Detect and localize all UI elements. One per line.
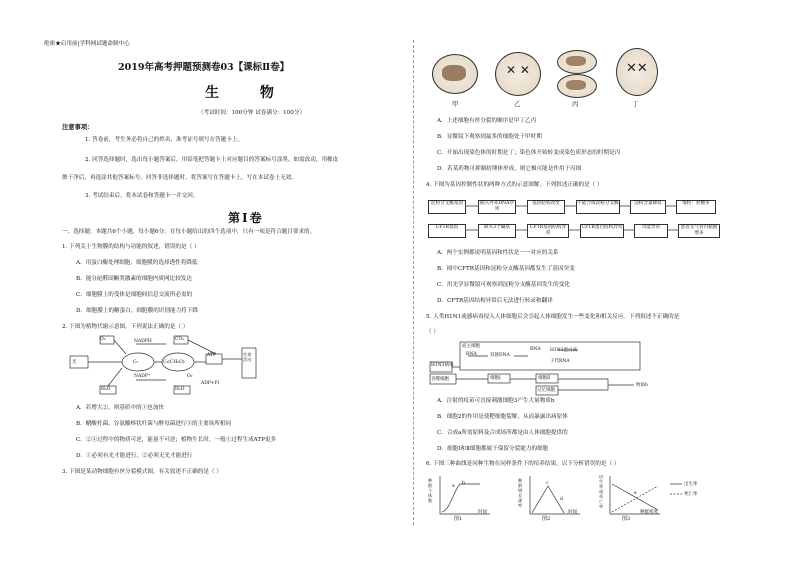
q2-label-nadp: NADP⁺ bbox=[134, 374, 151, 379]
secret-header: 绝密★启用前|学科网试题命制中心 bbox=[44, 41, 130, 47]
cell-label-jia: 甲 bbox=[452, 101, 459, 108]
q2-label-light: 光 bbox=[72, 360, 77, 365]
page-title: 2019年高考押题预测卷03【课标Ⅱ卷】 bbox=[118, 62, 290, 73]
q5-label-host: 宿主细胞 bbox=[462, 344, 480, 349]
q4-r2-box5: 功能异常 bbox=[634, 224, 668, 238]
fig2-ylabel: 种群增长速率 bbox=[518, 478, 523, 508]
fig1-mark-b: b bbox=[462, 481, 465, 486]
subject-title: 生 物 bbox=[205, 85, 292, 101]
fig2-caption: 图2 bbox=[542, 516, 551, 522]
q5-label-memory: 记忆细胞 bbox=[537, 388, 555, 393]
q3-option-d: D．若某药物可抑制纺锤体形成，则它极可能是作用于丙图 bbox=[437, 166, 582, 172]
q5-stem: 5. 人类H1N1流感病毒侵入人体细胞后会引起人体细胞发生一些变化和相关反应。下列叙述不正确的是 bbox=[426, 314, 680, 320]
q6-stem: 6. 下图三种曲线是同种生物在同样条件下的培养结果，以下分析错误的是（ ） bbox=[426, 461, 620, 467]
q4-r2-box2: 缺失3个碱基 bbox=[478, 224, 516, 238]
q4-stem: 4. 下图为基因控制性状的两种方式的示意图解，下列叙述正确的是（ ） bbox=[426, 182, 603, 188]
q3-option-a: A．上述细胞有丝分裂的顺序是甲丁乙丙 bbox=[437, 118, 537, 124]
cell-label-yi: 乙 bbox=[514, 101, 521, 108]
q4-r2-box6: 患者支气管内黏液增多 bbox=[678, 224, 720, 238]
fig1-ylabel: 种群个体数 bbox=[428, 478, 433, 503]
q3-option-c: C．开始出现染色体的时期是丁；染色体开始转变成染色质形态的时期是丙 bbox=[437, 150, 621, 156]
volume-heading: 第Ⅰ卷 bbox=[228, 211, 264, 225]
column-divider bbox=[413, 40, 414, 525]
section-1-heading: 一、选择题：本题共6个小题，每小题6分。在每小题给出的四个选项中，只有一项是符合题目要求的。 bbox=[62, 229, 316, 235]
fig3-legend-birth: 出生率 bbox=[684, 482, 698, 487]
fig3-caption: 图3 bbox=[622, 516, 631, 522]
q3-stem: 3. 下图是某动物细胞有丝分裂模式图，有关叙述不正确的是（ ） bbox=[62, 469, 222, 475]
q1-stem: 1. 下列关于生物膜的结构与功能的叙述，错误的是（ ） bbox=[62, 244, 200, 250]
q5-label-rna2: RNA bbox=[530, 347, 541, 352]
q4-r2-box3: CFTR基因结构异常 bbox=[527, 224, 569, 238]
q4-r1-box1: 淀粉分支酶基因 bbox=[428, 200, 466, 214]
fig2-mark-c: c bbox=[546, 481, 549, 486]
fig3-ylabel: 出生率或死亡率 bbox=[599, 474, 604, 509]
q5-bracket: （ ） bbox=[426, 329, 439, 335]
q1-option-d: D．细胞膜上的糖蛋白，细胞膜的识别能力将下降 bbox=[76, 308, 198, 314]
q4-option-b: B．图中CFTR基因和淀粉分支酶基因都发生了基因突变 bbox=[437, 266, 575, 272]
q2-label-co2: CO₂ bbox=[175, 337, 184, 342]
q2-label-c5: C₅ bbox=[133, 360, 139, 365]
note-3: 3. 考试结束后，将本试卷和答题卡一并交回。 bbox=[85, 193, 199, 199]
q2-label-nadph: NADPH bbox=[134, 339, 152, 344]
q1-option-a: A．用蛋白酶处理细胞，细胞膜的选择透性将降低 bbox=[76, 260, 198, 266]
q5-label-cell1: 细胞Ⅰ bbox=[490, 376, 501, 381]
q2-label-o2-right: O₂ bbox=[187, 374, 193, 379]
q5-option-d: D．细胞Ⅰ和Ⅱ细胞都属于保留分裂能力的细胞 bbox=[437, 446, 549, 452]
q2-option-d: D．①必须有光才能进行，②必须无光才能进行 bbox=[76, 453, 193, 459]
q4-r1-box4: 不能合成淀粉分支酶 bbox=[576, 200, 620, 214]
q5-label-phagocyte: 吞噬细胞 bbox=[431, 377, 449, 382]
exam-info: （考试时间：100分钟 试卷满分：100分） bbox=[198, 110, 306, 116]
q2-label-o2: O₂ bbox=[100, 337, 106, 342]
q4-option-a: A．两个实例都说明基因和性状是一一对应的关系 bbox=[437, 250, 559, 256]
q5-label-rna: RNA bbox=[466, 352, 477, 357]
q2-option-c: C．②④过程中的物质可逆，能量不可逆；植物生长时，一般①过程生成ATP更多 bbox=[76, 437, 277, 443]
q2-stem: 2. 下图为植物代谢示意图，下列说法正确的是（ ） bbox=[62, 324, 189, 330]
q5-label-dsdna: 双链DNA bbox=[490, 353, 510, 358]
q4-option-c: C．用光学显微镜可观察到淀粉分支酶基因发生的变化 bbox=[437, 282, 570, 288]
q4-option-d: D．CFTR基因结构异常后无法进行转录和翻译 bbox=[437, 298, 553, 304]
fig3-legend-death: 死亡率 bbox=[684, 492, 698, 497]
q4-r2-box4: CFTR蛋白结构异常 bbox=[580, 224, 624, 238]
cell-jia bbox=[432, 54, 478, 94]
cell-ding: ✕✕ bbox=[616, 48, 658, 96]
fig2-xlabel: 时间 bbox=[568, 510, 577, 515]
q5-option-b: B．细胞2的作用是使靶细胞裂解，从而暴露出病原体 bbox=[437, 414, 568, 420]
q5-option-c: C．合成a所需原料及合成场所都是由人体细胞提供的 bbox=[437, 430, 568, 436]
q2-option-a: A．若增大②，则基质中的①也加快 bbox=[76, 405, 164, 411]
fig1-mark-a: a bbox=[452, 484, 455, 489]
q5-label-child-rna: 子代RNA bbox=[550, 359, 570, 364]
note-2: 2. 回答选择题时，选出每小题答案后，用铅笔把答题卡上对应题目的答案标号涂黑。如需改动，用橡皮 bbox=[85, 157, 339, 163]
q5-label-substance-b: 物质b bbox=[636, 383, 648, 388]
cell-label-bing: 丙 bbox=[572, 101, 579, 108]
fig3-mark-e: e bbox=[634, 491, 637, 496]
q4-r1-box5: 淀粉含量降低 bbox=[630, 200, 666, 214]
q2-label-h2o-right: H₂O bbox=[175, 387, 185, 392]
cell-label-ding: 丁 bbox=[632, 101, 639, 108]
q2-label-c3: C₃(CH₂O) bbox=[163, 360, 185, 365]
fig3-xlabel: 种群密度 bbox=[640, 510, 658, 515]
q3-option-b: B．显微镜下观察到最多的细胞处于甲时期 bbox=[437, 134, 542, 140]
q2-option-b: B．醋酸杆菌、谷氨酸棒状杆菌与酵母菌进行③的主要场所相同 bbox=[76, 421, 232, 427]
q4-r1-box3: 基因结构改变 bbox=[527, 200, 565, 214]
cell-bing-top bbox=[557, 50, 597, 74]
q2-label-life: 生命活动 bbox=[243, 352, 252, 362]
q1-option-b: B．能分泌醛固酮类激素的细胞内质网比较发达 bbox=[76, 276, 192, 282]
q1-option-c: C．细胞膜上的受体是细胞间信息交流所必需的 bbox=[76, 292, 193, 298]
q5-label-cell2: 细胞Ⅱ bbox=[538, 376, 551, 381]
q4-arrows bbox=[428, 198, 720, 240]
q5-label-protein: H1N1蛋白质 bbox=[550, 348, 578, 353]
q4-r1-box2: 插入外来DNA序列 bbox=[478, 200, 516, 214]
q2-label-adp: ADP+Pi bbox=[201, 381, 220, 386]
q2-label-atp: ATP bbox=[207, 353, 217, 358]
q5-label-virus: H1N1病毒 bbox=[431, 363, 454, 368]
fig2-mark-d: d bbox=[560, 497, 563, 502]
note-1: 1. 答卷前，考生务必将自己的姓名、准考证号填写在答题卡上。 bbox=[85, 137, 244, 143]
cell-yi: ✕ ✕ bbox=[495, 52, 541, 96]
fig1-xlabel: 时间 bbox=[478, 510, 487, 515]
cell-bing-bottom bbox=[557, 74, 597, 98]
metabolism-diagram bbox=[66, 334, 276, 400]
q2-label-h2o-left: H₂O bbox=[101, 387, 111, 392]
q5-option-a: A．注射的疫苗可直接刺激细胞3产生大量物质b bbox=[437, 398, 555, 404]
q4-r1-box6: 皱粒：蔗糖多 bbox=[676, 200, 716, 214]
note-2-cont: 擦干净后，再选涂其他答案标号。回答非选择题时，将答案写在答题卡上，写在本试卷上无效。 bbox=[62, 175, 297, 181]
fig1-caption: 图1 bbox=[454, 516, 463, 522]
q4-r2-box1: CFTR基因 bbox=[428, 224, 466, 238]
notes-heading: 注意事项： bbox=[62, 124, 94, 131]
